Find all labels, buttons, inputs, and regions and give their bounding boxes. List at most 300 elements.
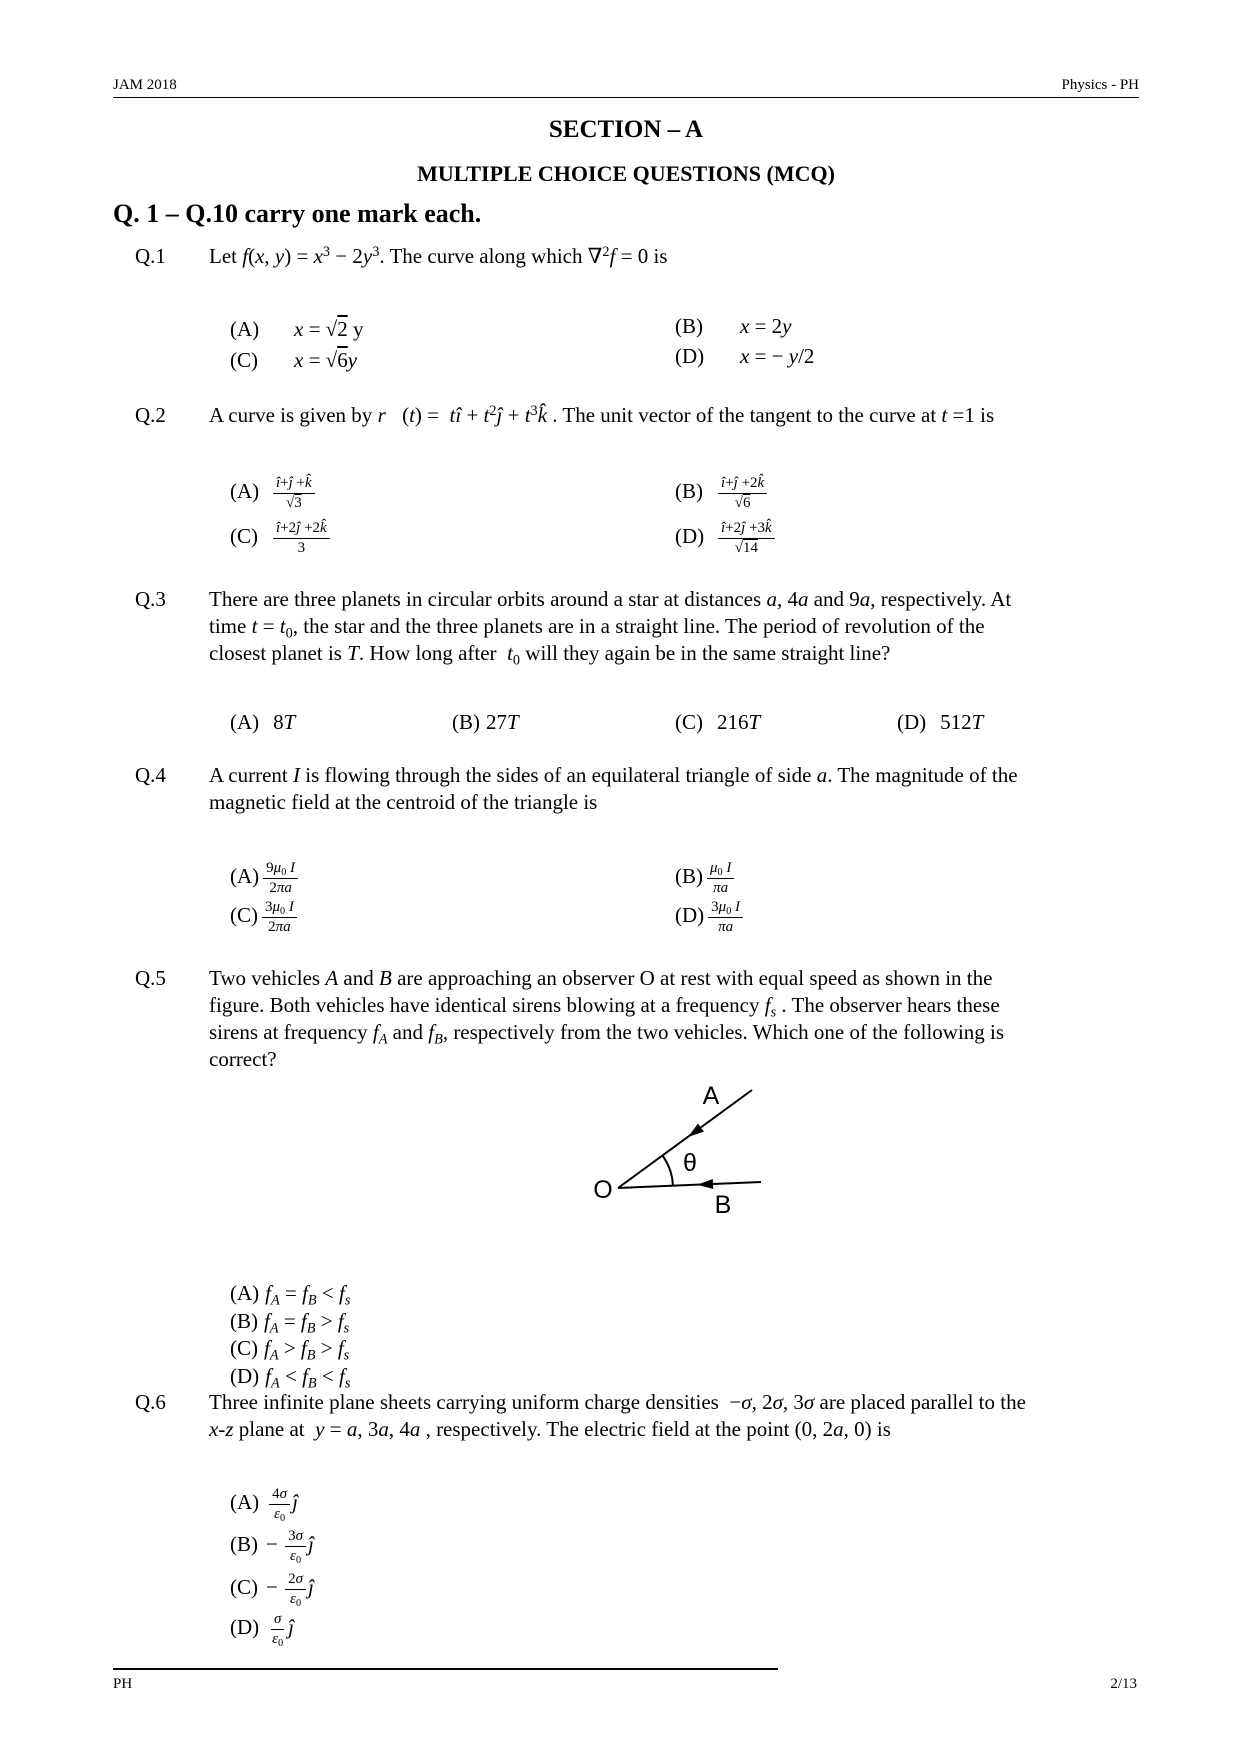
question-text: [209, 402, 1139, 429]
option-label: (B): [675, 864, 703, 889]
question-text: [209, 965, 1139, 1073]
math-run: √: [734, 540, 743, 556]
option-d: [209, 1584, 294, 1675]
arrow-b-icon: [697, 1179, 713, 1189]
option-label: (B): [452, 710, 480, 734]
math-run: I: [285, 899, 294, 915]
text-line: [209, 789, 1139, 816]
math-run: s: [770, 1004, 777, 1021]
option-label: (A): [230, 1490, 260, 1515]
math-run: r⃗: [377, 403, 403, 427]
italic-text: B: [379, 966, 392, 990]
text-line: [209, 762, 1139, 789]
text-run: are placed parallel to the: [814, 1390, 1026, 1414]
text-run: =1 is: [947, 403, 995, 427]
math-run: y: [274, 244, 285, 268]
math-run: σ: [772, 1390, 783, 1414]
option-label: (B): [675, 314, 703, 338]
math-run: √: [285, 495, 295, 511]
option-value: [940, 710, 983, 734]
math-run: =: [278, 1309, 301, 1333]
math-run: s: [343, 1320, 350, 1337]
option-label: (D): [675, 903, 705, 928]
math-run: B: [307, 1375, 317, 1392]
math-run: (0, 2: [794, 1417, 834, 1441]
math-run: s: [343, 1347, 350, 1364]
math-run: 3: [530, 402, 538, 419]
question-number: Q.5: [135, 966, 166, 990]
text-run: 27: [486, 710, 507, 734]
math-run: ε: [290, 1548, 296, 1564]
math-run: k̂: [320, 520, 327, 536]
math-run: 2: [337, 317, 348, 341]
question-number: Q.3: [135, 587, 166, 611]
text-run: , respectively. At: [870, 587, 1012, 611]
math-run: +2: [300, 520, 321, 536]
math-run: 3: [297, 540, 306, 556]
text-run: sirens at frequency: [209, 1020, 373, 1044]
math-run: f: [428, 1020, 435, 1044]
question-text: [209, 762, 1139, 816]
fraction: [718, 520, 775, 557]
math-run: f: [264, 1309, 270, 1333]
math-run: T: [971, 710, 984, 734]
math-run: t: [409, 403, 415, 427]
math-run: î: [721, 520, 726, 536]
math-run: 4: [272, 1486, 280, 1502]
math-run: y: [347, 348, 358, 372]
option-value: [716, 520, 777, 556]
option-label: (D): [230, 1615, 260, 1640]
fraction-numerator: [718, 475, 767, 494]
text-run: . How long after: [358, 641, 508, 665]
text-run: and 9: [808, 587, 860, 611]
math-run: 0: [717, 867, 723, 879]
math-run: <: [279, 1364, 303, 1388]
math-run: 3: [265, 899, 273, 915]
option-label: (A): [230, 317, 260, 341]
italic-text: A: [325, 966, 339, 990]
math-run: I: [731, 899, 741, 915]
math-run: <: [316, 1364, 339, 1388]
math-run: f: [302, 1281, 308, 1305]
math-run: (: [402, 403, 410, 427]
math-run: f: [264, 1336, 270, 1360]
question-text: [209, 1389, 1139, 1443]
math-run: 0: [278, 1638, 284, 1650]
text-run: is: [648, 244, 668, 268]
footer-paper-code: PH: [113, 1676, 133, 1692]
math-run: ĵ: [308, 1532, 314, 1557]
text-run: There are three planets in circular orbits around a star at distances: [209, 587, 767, 611]
math-run: k̂: [537, 403, 548, 427]
math-run: +: [461, 403, 484, 427]
math-run: 0: [512, 652, 521, 669]
math-run: ĵ: [288, 475, 293, 491]
fraction-numerator: [262, 899, 297, 918]
option-value: [294, 348, 357, 372]
math-run: 2: [489, 402, 497, 419]
text-run: . The unit vector of the tangent to the curve at: [547, 403, 942, 427]
text-line: [209, 586, 1139, 613]
math-run: 3: [322, 243, 331, 260]
option-label: (A): [230, 864, 260, 889]
question-number: Q.6: [135, 1390, 166, 1414]
math-run: <: [316, 1281, 339, 1305]
math-run: B: [306, 1320, 316, 1337]
option-c: [209, 320, 357, 401]
math-run: A: [269, 1347, 279, 1364]
math-run: +: [725, 475, 734, 491]
text-line: [209, 402, 1139, 429]
math-run: >: [315, 1309, 338, 1333]
math-run: σ: [273, 1611, 282, 1627]
option-d: [654, 316, 814, 397]
math-run: 0: [285, 625, 293, 642]
math-run: ĵ: [496, 403, 503, 427]
math-run: x: [255, 244, 265, 268]
math-run: ε: [272, 1631, 279, 1647]
math-run: 2: [269, 880, 277, 896]
fraction-denominator: [715, 918, 736, 936]
math-run: a: [409, 1417, 421, 1441]
math-run: πa: [276, 880, 292, 896]
math-run: 9: [266, 860, 274, 876]
option-value: [486, 710, 519, 734]
option-b: [431, 682, 519, 763]
math-run: ĵ: [288, 1615, 295, 1640]
math-run: 3: [294, 495, 302, 511]
fraction-denominator: [295, 539, 309, 557]
option-c: [209, 493, 332, 584]
option-value: [265, 1364, 351, 1392]
math-run: A: [378, 1031, 388, 1048]
text-run: will they again be in the same straight line?: [520, 641, 891, 665]
italic-text: T: [507, 710, 519, 734]
math-run: 0: [280, 1513, 286, 1525]
fraction-denominator: [265, 918, 294, 936]
math-run: μ: [710, 860, 718, 876]
math-run: +: [502, 403, 525, 427]
math-run: , 2: [751, 1390, 773, 1414]
option-label: (D): [230, 1364, 260, 1388]
option-label: (C): [230, 1336, 258, 1360]
math-run: πa: [713, 880, 729, 896]
math-run: −: [729, 1390, 742, 1414]
math-run: σ: [295, 1571, 303, 1587]
math-run: 3: [372, 243, 380, 260]
text-line: [209, 1389, 1139, 1416]
math-run: 0: [726, 906, 732, 918]
math-run: −: [266, 1532, 284, 1557]
text-run: y: [347, 317, 364, 341]
math-run: , 4: [388, 1417, 410, 1441]
text-run: . The observer hears these: [776, 993, 1000, 1017]
section-title: SECTION – A: [548, 116, 704, 143]
question-number: Q.2: [135, 403, 166, 427]
math-run: 8: [273, 710, 284, 734]
math-run: 2: [602, 243, 610, 260]
fraction-numerator: [271, 1611, 284, 1630]
option-label: (B): [230, 1309, 258, 1333]
math-run: î: [721, 475, 726, 491]
math-run: s: [344, 1375, 351, 1392]
math-run: A: [271, 1375, 280, 1392]
math-run: I: [286, 860, 296, 876]
math-run: T: [748, 710, 761, 734]
math-run: , 0): [843, 1417, 872, 1441]
text-run: correct?: [209, 1047, 277, 1071]
option-label: (C): [230, 1575, 258, 1600]
text-run: . The magnitude of the: [827, 763, 1018, 787]
footer-rule: [113, 1668, 778, 1670]
text-run: , the star and the three planets are in a straight line. The period of revolution of the: [292, 614, 985, 638]
math-run: ) =: [414, 403, 450, 427]
math-run: y: [362, 244, 373, 268]
math-run: k̂: [765, 520, 772, 536]
option-value: [706, 899, 745, 935]
math-run: I: [722, 860, 732, 876]
math-run: πa: [718, 919, 734, 935]
text-line: [209, 965, 1139, 992]
math-run: 3: [288, 1528, 296, 1544]
math-run: >: [315, 1336, 338, 1360]
math-run: 2: [288, 1571, 296, 1587]
math-run: f: [265, 1364, 271, 1388]
math-run: ∇: [587, 244, 603, 268]
question-text: [209, 243, 1139, 270]
math-run: k̂: [757, 475, 765, 491]
option-label: (D): [675, 524, 705, 549]
math-run: s: [344, 1292, 351, 1309]
math-run: μ: [272, 899, 281, 915]
label-vehicle-b: B: [714, 1191, 732, 1219]
math-run: 512: [940, 710, 972, 734]
text-run: closest planet is: [209, 641, 348, 665]
option-value: [271, 520, 332, 556]
math-run: A: [269, 1320, 279, 1337]
text-run: time: [209, 614, 252, 638]
option-value: [740, 344, 814, 368]
text-run: A curve is given by: [209, 403, 378, 427]
math-run: σ: [279, 1486, 288, 1502]
math-run: f: [265, 1281, 271, 1305]
arrow-a-icon: [688, 1124, 704, 1137]
math-run: σ: [295, 1528, 303, 1544]
option-d: [654, 872, 745, 963]
math-run: tî: [449, 403, 462, 427]
marks-instruction: Q. 1 – Q.10 carry one mark each.: [113, 199, 482, 228]
text-run: are approaching an observer O at rest with equal speed as shown in the: [391, 966, 993, 990]
math-run: f: [337, 1336, 344, 1360]
italic-text: t: [941, 403, 948, 427]
text-line: [209, 1416, 1139, 1443]
math-run: ĵ: [296, 520, 301, 536]
math-run: +2: [725, 520, 742, 536]
fraction-numerator: [718, 520, 775, 539]
math-run: 3: [711, 899, 719, 915]
option-value: [273, 710, 295, 734]
math-run: x: [294, 317, 304, 341]
math-run: σ: [803, 1390, 815, 1414]
math-run: f: [338, 1364, 345, 1388]
math-run: 6: [337, 348, 348, 372]
math-run: − 2: [330, 244, 363, 268]
text-line: [209, 640, 1139, 667]
math-run: = 0: [615, 244, 649, 268]
italic-text: a: [766, 587, 777, 611]
math-run: >: [278, 1336, 301, 1360]
math-run: μ: [273, 860, 282, 876]
math-run: −: [266, 1575, 284, 1600]
math-run: 0: [295, 1555, 302, 1567]
math-run: y: [782, 314, 792, 338]
italic-text: a: [797, 587, 809, 611]
math-run: = √: [303, 317, 338, 341]
math-run: x: [313, 244, 323, 268]
math-run: ĵ: [733, 475, 738, 491]
option-d: [654, 493, 777, 584]
math-run: B: [434, 1031, 443, 1048]
option-c: [209, 872, 299, 963]
math-run: x: [740, 344, 750, 368]
italic-text: a: [859, 587, 871, 611]
math-run: 216: [717, 710, 749, 734]
math-run: x: [740, 314, 750, 338]
text-run: , respectively from the two vehicles. Which one of the following is: [442, 1020, 1005, 1044]
math-run: = −: [749, 344, 789, 368]
math-run: +: [280, 475, 289, 491]
math-run: 0: [281, 867, 287, 879]
math-run: f: [372, 1020, 379, 1044]
angle-arc: [662, 1156, 673, 1186]
vehicles-observer-figure: [580, 1070, 780, 1230]
math-run: 14: [742, 540, 758, 556]
page-number: 2/13: [1110, 1676, 1137, 1692]
math-run: ĵ: [741, 520, 746, 536]
italic-text: T: [347, 641, 359, 665]
math-run: î: [276, 475, 281, 491]
math-run: ĵ: [292, 1490, 298, 1515]
math-run: +2: [280, 520, 297, 536]
math-run: f: [302, 1364, 308, 1388]
math-run: f: [764, 993, 771, 1017]
fraction: [262, 899, 297, 936]
math-run: t: [524, 403, 531, 427]
text-run: A current: [209, 763, 293, 787]
math-run: , 3: [782, 1390, 804, 1414]
math-run: 0: [280, 906, 286, 918]
question-text: [209, 586, 1139, 667]
text-run: . The curve along which: [379, 244, 588, 268]
fraction-denominator: [269, 1630, 286, 1648]
math-run: y: [315, 1417, 325, 1441]
math-run: a: [378, 1417, 389, 1441]
text-run: Let: [209, 244, 243, 268]
option-value: [267, 1611, 295, 1650]
header-exam-name: JAM 2018: [113, 77, 177, 93]
math-run: x: [294, 348, 304, 372]
math-run: +2: [737, 475, 758, 491]
option-value: [260, 899, 299, 935]
option-label: (A): [230, 710, 260, 734]
question-number: Q.4: [135, 763, 166, 787]
label-angle: θ: [683, 1149, 697, 1177]
math-run: = √: [303, 348, 338, 372]
math-run: f: [300, 1336, 307, 1360]
option-label: (C): [675, 710, 703, 734]
header-paper-code: Physics - PH: [1061, 77, 1139, 93]
label-observer: O: [593, 1176, 613, 1204]
option-label: (A): [230, 1281, 260, 1305]
fraction: [273, 520, 330, 557]
math-run: f: [337, 1309, 344, 1333]
option-label: (D): [675, 344, 705, 368]
math-run: B: [307, 1292, 317, 1309]
math-run: +: [292, 475, 306, 491]
math-run: T: [283, 710, 296, 734]
math-run: +3: [745, 520, 766, 536]
math-run: μ: [718, 899, 727, 915]
math-run: , 3: [357, 1417, 379, 1441]
text-line: [209, 243, 1139, 270]
math-run: ε: [274, 1506, 281, 1522]
math-run: =: [324, 1417, 347, 1441]
option-label: (C): [230, 903, 258, 928]
math-run: =: [257, 614, 280, 638]
option-label: (C): [230, 348, 258, 372]
italic-text: I: [292, 763, 300, 787]
option-label: (A): [230, 479, 260, 504]
math-run: t: [251, 614, 258, 638]
math-run: 0: [295, 1598, 302, 1610]
option-label: (B): [230, 1532, 258, 1557]
text-run: , respectively. The electric field at the point: [420, 1417, 795, 1441]
math-run: a: [346, 1417, 358, 1441]
fraction-numerator: [708, 899, 743, 918]
text-run: magnetic field at the centroid of the triangle is: [209, 790, 598, 814]
math-run: ,: [264, 244, 275, 268]
fraction: [708, 899, 743, 936]
math-run: A: [271, 1292, 280, 1309]
math-run: = 2: [749, 314, 783, 338]
option-c: [654, 682, 760, 763]
math-run: =: [279, 1281, 303, 1305]
italic-text: a: [816, 763, 828, 787]
text-line: [209, 613, 1139, 640]
text-line: [209, 1019, 1139, 1046]
math-run: y: [788, 344, 799, 368]
math-run: t: [507, 641, 513, 665]
option-d: [876, 682, 983, 763]
fraction-numerator: [273, 475, 315, 494]
math-run: f: [609, 244, 616, 268]
vehicle-b-path: [618, 1182, 761, 1188]
text-run: , 4: [776, 587, 798, 611]
text-run: and: [387, 1020, 429, 1044]
math-run: ) =: [284, 244, 314, 268]
math-run: î: [276, 520, 281, 536]
option-label: (C): [230, 524, 258, 549]
text-run: Three infinite plane sheets carrying uniform charge densities: [209, 1390, 730, 1414]
math-run: ĵ: [308, 1575, 314, 1600]
math-run: t: [483, 403, 490, 427]
text-run: Two vehicles: [209, 966, 326, 990]
italic-text: x-z: [209, 1417, 234, 1441]
math-run: t: [279, 614, 286, 638]
fraction: [269, 1611, 286, 1648]
fraction-numerator: [273, 520, 330, 539]
